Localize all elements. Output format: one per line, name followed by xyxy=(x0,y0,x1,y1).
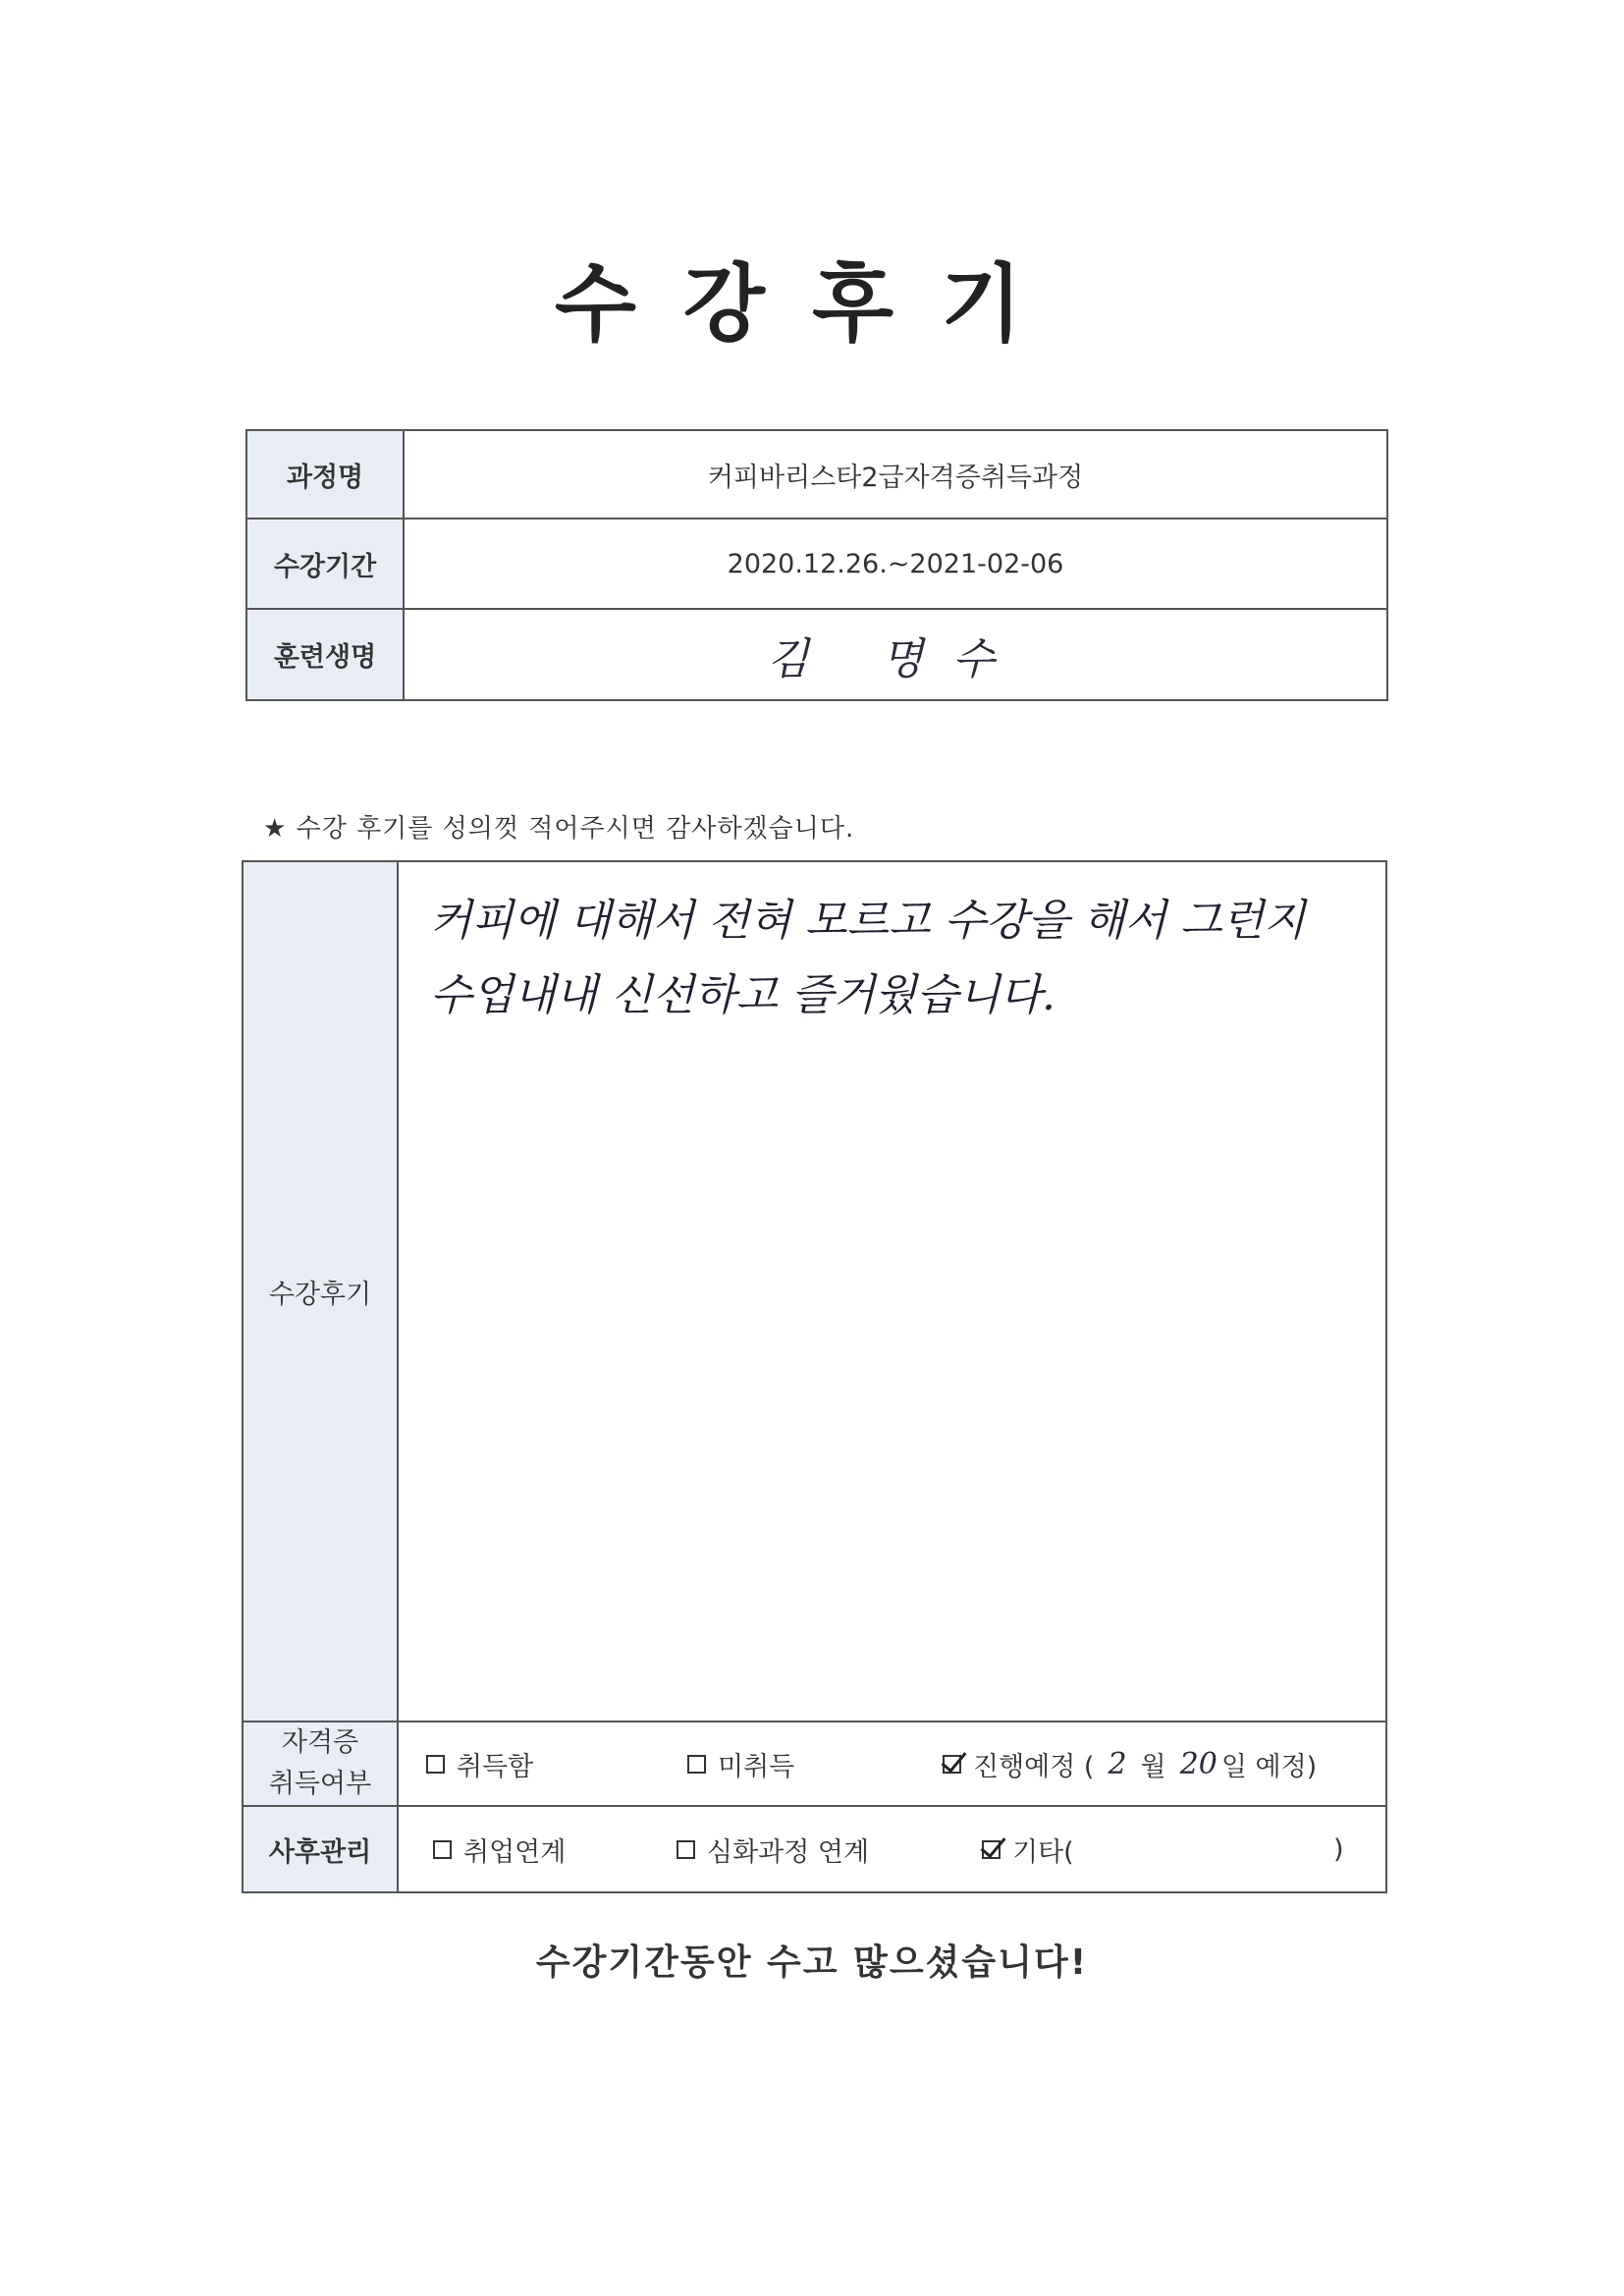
period-row xyxy=(247,519,1386,610)
certification-label xyxy=(244,1722,399,1805)
scheduled-day: 20 xyxy=(1179,1746,1218,1781)
followup-row xyxy=(244,1807,1385,1891)
scheduled-month: 2 xyxy=(1108,1746,1127,1781)
review-table xyxy=(242,860,1387,1893)
followup-option-employment-label: 취업연계 xyxy=(463,1836,567,1868)
followup-option-other-close: ) xyxy=(1333,1833,1344,1865)
closing-message: 수강기간동안 수고 많으셨습니다! xyxy=(535,1942,1089,1983)
review-handwriting xyxy=(430,884,1366,1033)
course-info-table xyxy=(245,429,1388,701)
checkbox-icon[interactable] xyxy=(687,1755,706,1774)
followup-option-other[interactable] xyxy=(982,1807,1074,1891)
review-line-2: 수업내내 신선하고 즐거웠습니다. xyxy=(430,970,1056,1020)
cert-option-scheduled[interactable] xyxy=(943,1722,1317,1805)
course-label: 과정명 xyxy=(247,431,405,518)
period-label: 수강기간 xyxy=(247,519,405,608)
followup-option-advanced-label: 심화과정 연계 xyxy=(707,1836,870,1868)
followup-option-other-label: 기타( xyxy=(1012,1836,1074,1868)
cert-option-acquired-label: 취득함 xyxy=(457,1751,534,1782)
checked-checkbox-icon[interactable] xyxy=(943,1755,961,1774)
cert-option-not-acquired[interactable] xyxy=(687,1722,794,1805)
cert-option-scheduled-prefix: 진행예정 ( xyxy=(973,1751,1095,1782)
review-label: 수강후기 xyxy=(244,862,399,1721)
cert-option-not-acquired-label: 미취득 xyxy=(718,1751,795,1782)
cert-option-acquired[interactable] xyxy=(426,1722,533,1805)
followup-label: 사후관리 xyxy=(244,1807,399,1891)
certification-label-line2: 취득여부 xyxy=(268,1769,372,1799)
checkbox-icon[interactable] xyxy=(426,1755,445,1774)
scheduled-month-unit: 월 xyxy=(1140,1751,1166,1782)
certification-label-line1: 자격증 xyxy=(281,1727,359,1758)
checkbox-icon[interactable] xyxy=(677,1840,695,1859)
period-value: 2020.12.26.~2021-02-06 xyxy=(727,548,1064,579)
cert-option-scheduled-suffix: 일 예정) xyxy=(1220,1751,1318,1782)
course-row xyxy=(247,431,1386,519)
page-title: 수강후기 xyxy=(554,255,1070,354)
trainee-label: 훈련생명 xyxy=(247,610,405,699)
review-line-1: 커피에 대해서 전혀 모르고 수강을 해서 그런지 xyxy=(430,896,1306,946)
trainee-value xyxy=(405,610,1386,699)
checkbox-icon[interactable] xyxy=(433,1840,452,1859)
course-value: 커피바리스타2급자격증취득과정 xyxy=(707,462,1084,493)
trainee-row xyxy=(247,610,1386,699)
certification-row xyxy=(244,1722,1385,1807)
checked-checkbox-icon[interactable] xyxy=(982,1840,1001,1859)
review-row xyxy=(244,862,1385,1722)
followup-option-employment[interactable] xyxy=(433,1807,566,1891)
instruction-note: ★ 수강 후기를 성의껏 적어주시면 감사하겠습니다. xyxy=(263,814,855,844)
trainee-name-handwriting: 김 명수 xyxy=(767,633,1024,684)
followup-option-advanced[interactable] xyxy=(677,1807,869,1891)
